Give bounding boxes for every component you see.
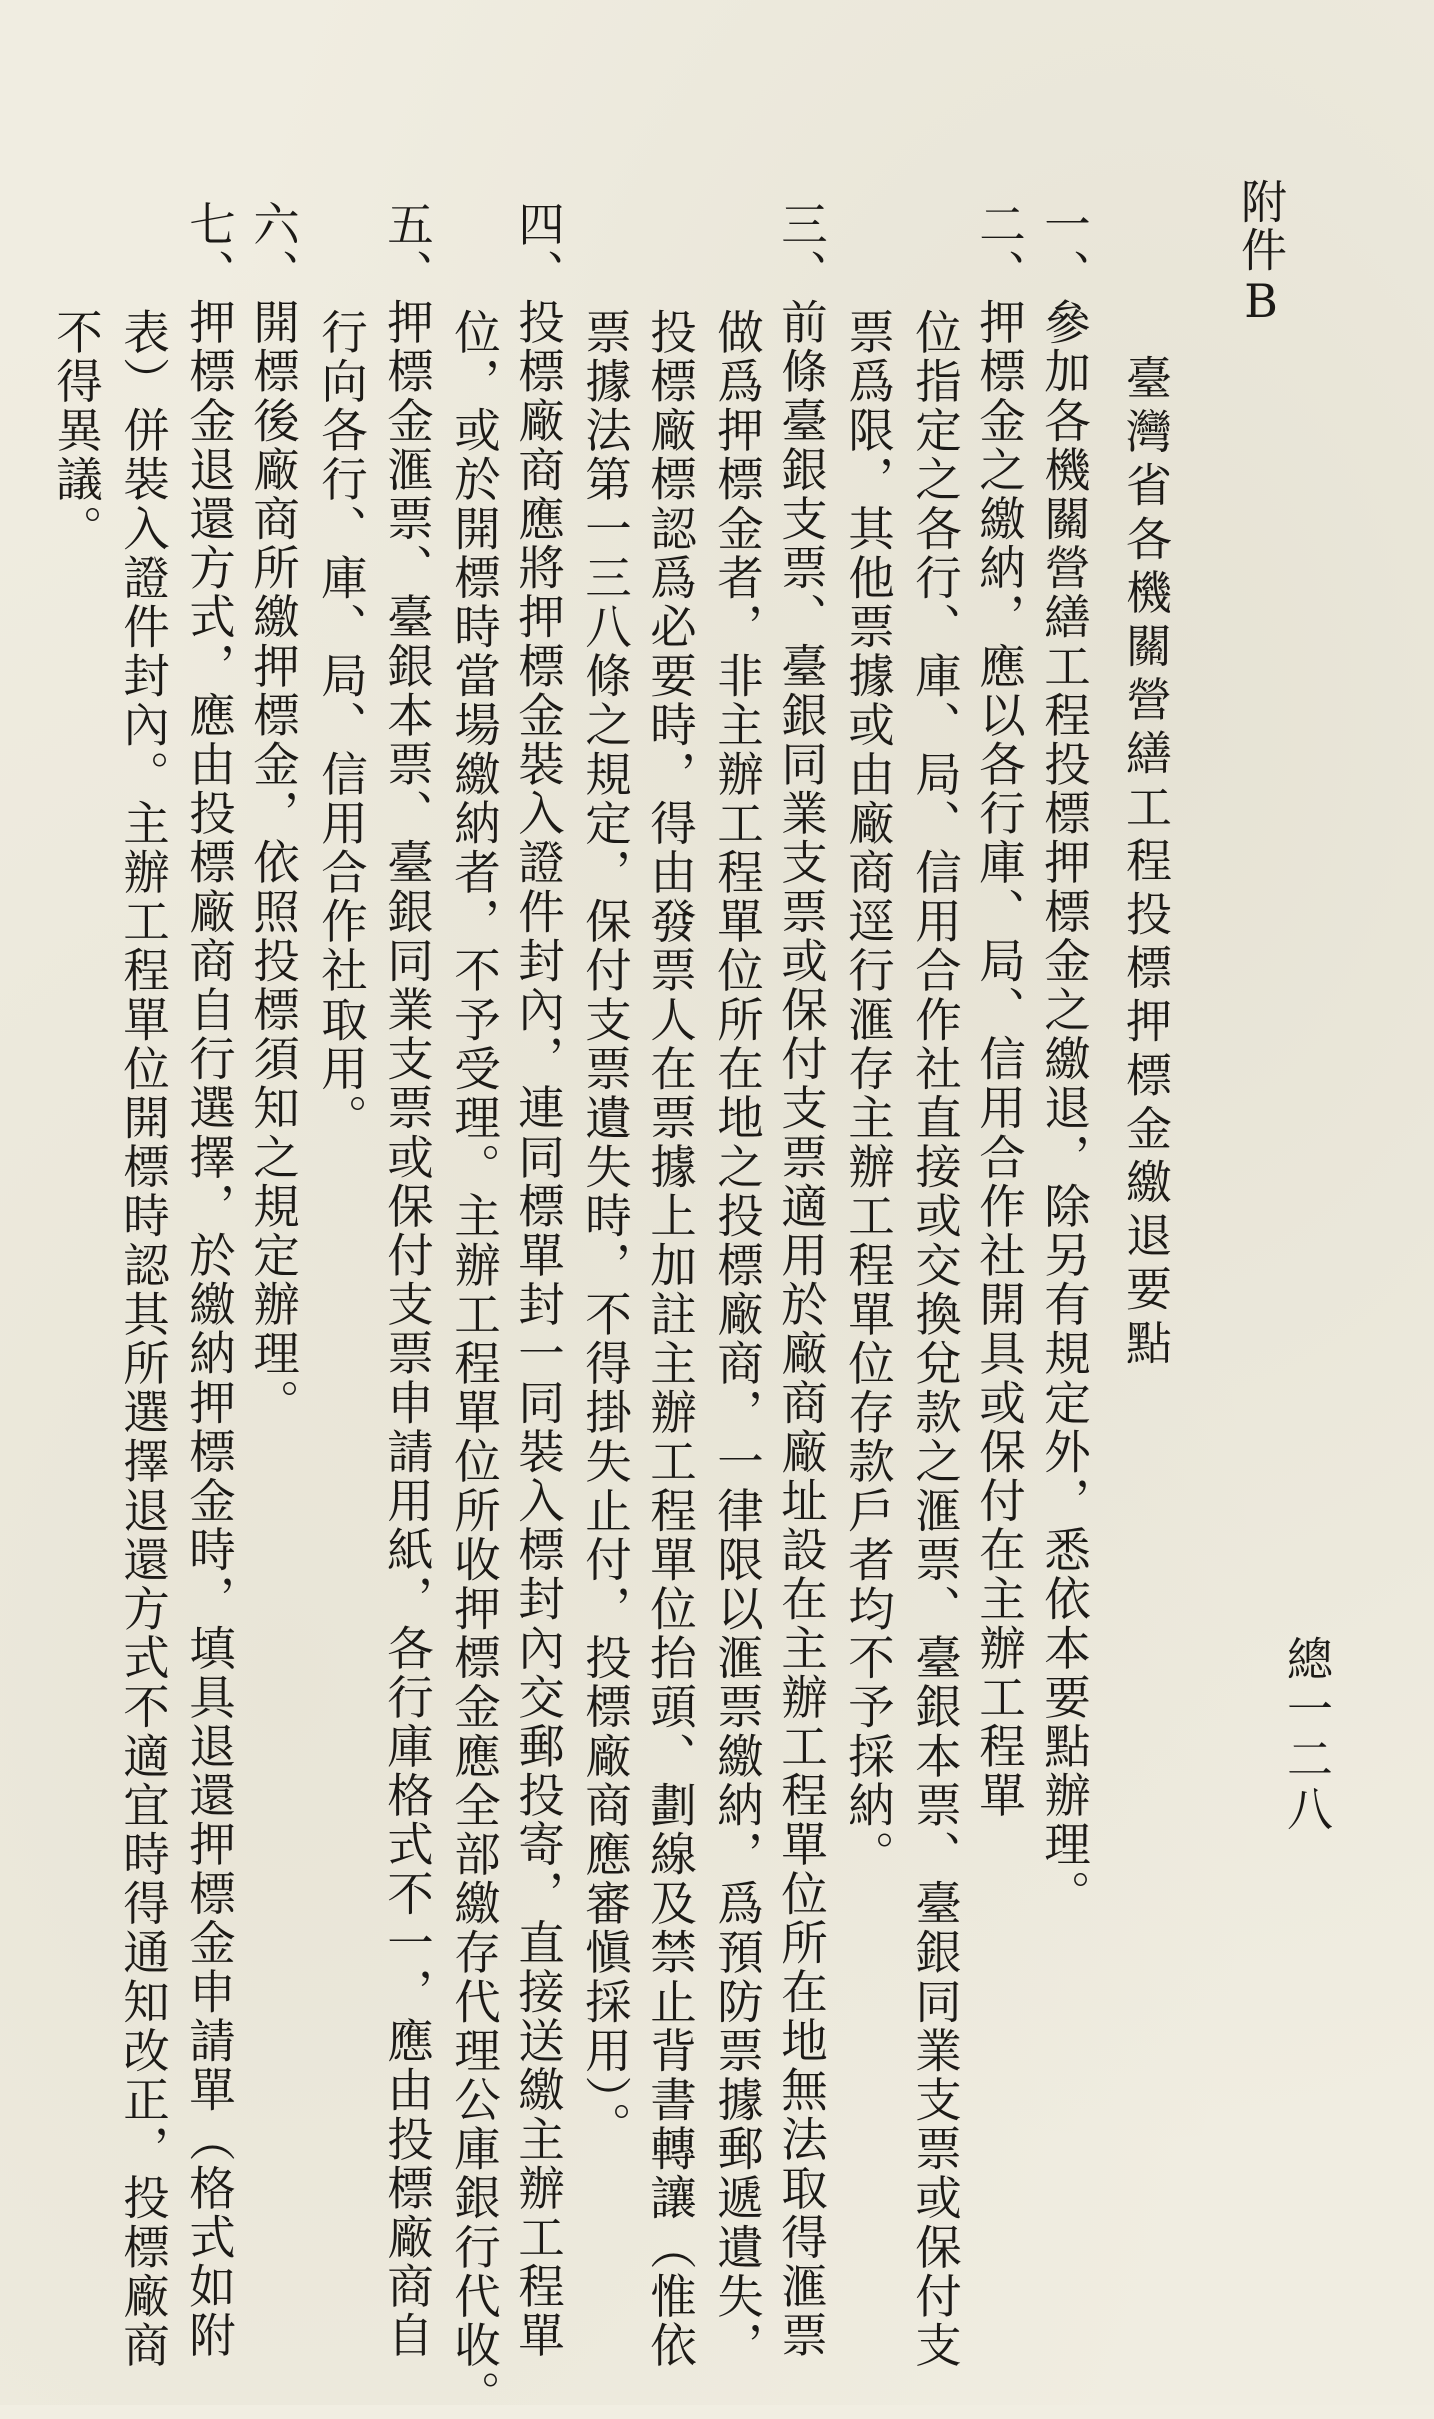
text-column-14: 七、押標金退還方式，應由投標廠商自行選擇，於繳納押標金時，填具退還押標金申請單（格式如附 <box>182 200 236 2361</box>
text-column-4: 票爲限，其他票據或由廠商逕行滙存主辦工程單位存款戶者均不予採納。 <box>841 308 895 1880</box>
text-column-9: 四、投標廠商應將押標金裝入證件封內，連同標單封一同裝入標封內交郵投寄，直接送繳主辦工程單 <box>511 200 565 2361</box>
text-column-6: 做爲押標金者，非主辦工程單位所在地之投標廠商，一律限以滙票繳納，爲預防票據郵遞遺失， <box>710 308 764 2371</box>
text-column-2: 二、押標金之繳納，應以各行庫、局、信用合作社開具或保付在主辦工程單 <box>972 200 1026 1821</box>
text-column-5: 三、前條臺銀支票、臺銀同業支票或保付支票適用於廠商廠址設在主辦工程單位所在地無法取得滙票 <box>774 200 828 2361</box>
text-column-10: 位，或於開標時當場繳納者，不予受理。主辦工程單位所收押標金應全部繳存代理公庫銀行代收。 <box>447 308 501 2419</box>
text-column-12: 行向各行、庫、局、信用合作社取用。 <box>314 308 368 1143</box>
text-column-1: 一、參加各機關營繕工程投標押標金之繳退，除另有規定外，悉依本要點辦理。 <box>1037 200 1091 1919</box>
text-column-16: 不得異議。 <box>49 308 103 554</box>
text-column-7: 投標廠標認爲必要時，得由發票人在票據上加註主辦工程單位抬頭、劃線及禁止背書轉讓（惟依 <box>643 308 697 2371</box>
text-column-11: 五、押標金滙票、臺銀本票、臺銀同業支票或保付支票申請用紙，各行庫格式不一，應由投標廠商自 <box>380 200 434 2361</box>
text-column-3: 位指定之各行、庫、局、信用合作社直接或交換兌款之滙票、臺銀本票、臺銀同業支票或保付支 <box>908 308 962 2371</box>
text-column-15: 表）併裝入證件封內。主辦工程單位開標時認其所選擇退還方式不適宜時得通知改正，投標廠商 <box>116 308 170 2371</box>
page-number: 總一二八 <box>1280 1635 1334 1835</box>
appendix-label: 附件B <box>1234 178 1288 330</box>
text-column-8: 票據法第一三八條之規定，保付支票遺失時，不得掛失止付，投標廠商應審愼採用）。 <box>578 308 632 2151</box>
text-column-13: 六、開標後廠商所繳押標金，依照投標須知之規定辦理。 <box>246 200 300 1428</box>
document-title: 臺灣省各機關營繕工程投標押標金繳退要點 <box>1119 354 1173 1373</box>
